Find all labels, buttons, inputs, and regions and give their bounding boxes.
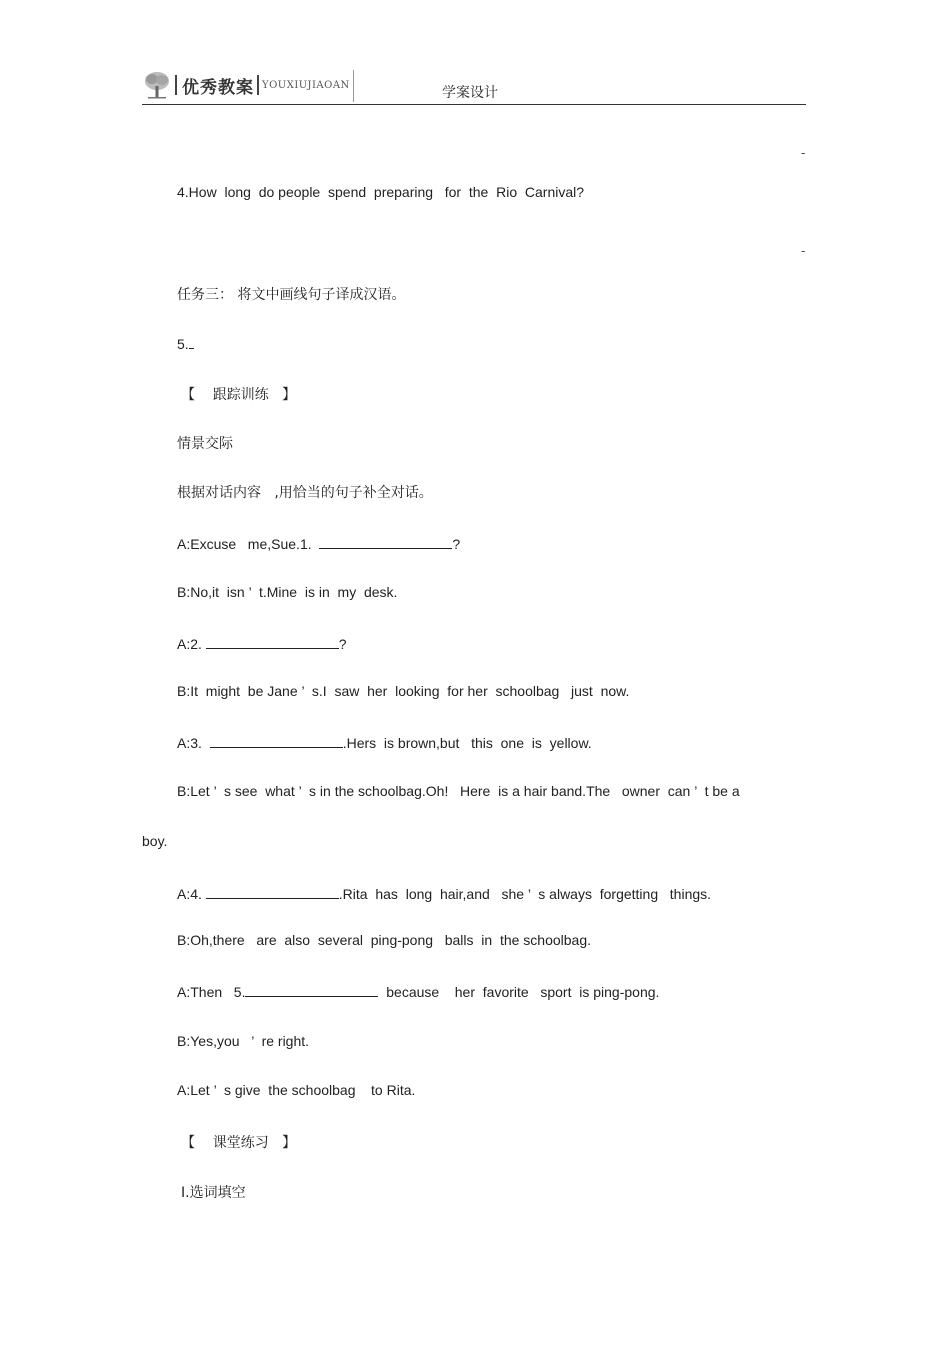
dialogue-text: ? [452,536,461,552]
item-5-label: 5. [177,336,189,352]
dialogue-text: A:2. [177,636,206,652]
dialogue-line-9 [177,982,659,1000]
dialogue-line-7 [177,884,711,902]
logo [142,68,350,102]
task-3-heading: 任务三： 将文中画线句子译成汉语。 [177,287,406,303]
logo-divider [257,75,259,95]
logo-divider [175,75,177,95]
answer-blank-4[interactable] [206,884,339,899]
dialogue-text: A:Then 5. [177,984,246,1000]
tree-icon [142,70,172,100]
dialogue-line-4: B:It might be Jane ’ s.I saw her looking for her schoolbag just now. [177,683,630,699]
answer-blank-3[interactable] [210,733,343,748]
situational-heading: 情景交际 [177,436,233,452]
dialogue-line-5 [177,733,592,751]
logo-en-text: YOUXIUJIAOAN [262,79,350,91]
logo-cn-text: 优秀教案 [182,77,254,98]
answer-blank-5[interactable] [245,982,378,997]
page-header [142,68,806,105]
dialogue-text: A:Excuse me,Sue.1. [177,536,320,552]
fill-words-heading: Ⅰ.选词填空 [181,1185,246,1201]
dialogue-line-2: B:No,it isn ’ t.Mine is in my desk. [177,584,398,600]
dialogue-line-6: B:Let ’ s see what ’ s in the schoolbag.Oh! Here is a hair band.The owner can ’ t be a [177,783,740,799]
instruction-text: 根据对话内容 ,用恰当的句子补全对话。 [177,485,433,501]
dialogue-text: ? [338,636,347,652]
dialogue-text: .Hers is brown,but this one is yellow. [342,735,592,751]
margin-dash: - [801,146,806,160]
dialogue-line-3 [177,634,347,652]
dialogue-line-1 [177,534,460,552]
margin-dash: - [801,244,806,258]
logo-rule [353,70,354,102]
question-4: 4.How long do people spend preparing for the Rio Carnival? [177,184,585,200]
item-5 [177,334,194,352]
dialogue-text: A:3. [177,735,210,751]
answer-blank-2[interactable] [206,634,339,649]
section-class-practice: 【 课堂练习 】 [181,1135,297,1151]
section-follow-training: 【 跟踪训练 】 [181,387,297,403]
dialogue-text: A:4. [177,886,206,902]
dialogue-line-6-continued: boy. [142,833,168,849]
dialogue-line-8: B:Oh,there are also several ping-pong balls in the schoolbag. [177,932,592,948]
dialogue-line-10: B:Yes,you ’ re right. [177,1033,310,1049]
answer-blank-1[interactable] [319,534,452,549]
dialogue-line-11: A:Let ’ s give the schoolbag to Rita. [177,1082,416,1098]
header-title: 学案设计 [442,85,498,101]
dialogue-text: .Rita has long hair,and she ’ s always forgetting things. [338,886,712,902]
dialogue-text: because her favorite sport is ping-pong. [378,984,660,1000]
answer-blank[interactable] [189,334,194,349]
